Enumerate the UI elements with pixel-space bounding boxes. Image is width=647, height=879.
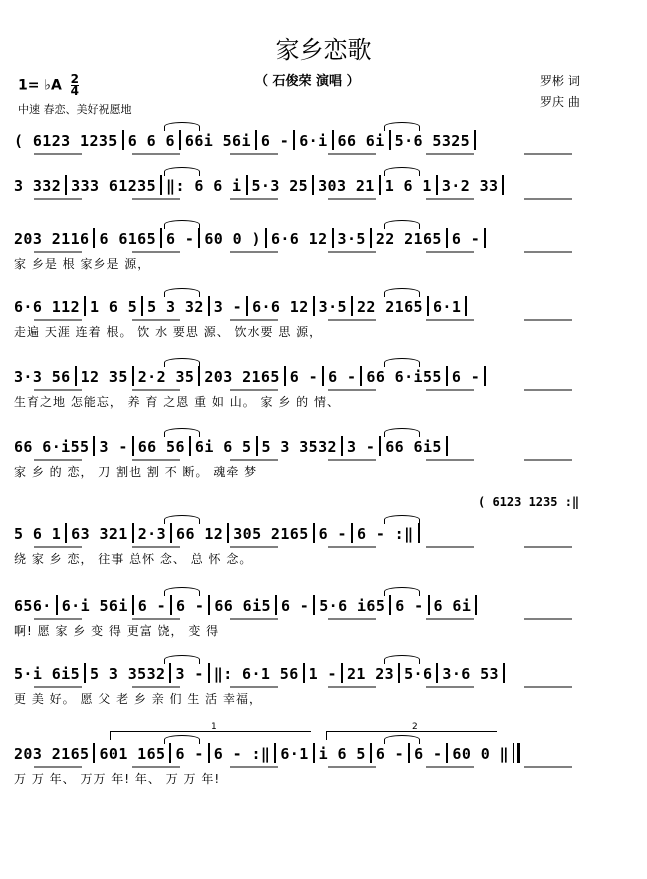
barline [465, 296, 467, 316]
notation-line [14, 743, 634, 767]
measure: 1 6 1 [384, 177, 432, 195]
time-top: 2 [70, 72, 80, 86]
barline [56, 595, 58, 615]
barline [284, 366, 286, 386]
performer-credit: （ 石俊荣 演唱 ） [255, 74, 360, 89]
barline [65, 175, 67, 195]
measure: 5 6 1 [14, 525, 62, 543]
barline [65, 523, 67, 543]
barline [332, 228, 334, 248]
barline [398, 663, 400, 683]
slur [384, 167, 420, 176]
barline [170, 523, 172, 543]
slur [384, 587, 420, 596]
measure: 6 - [375, 745, 405, 763]
lyricist-credit: 罗彬 词 [540, 74, 580, 88]
song-title: 家乡恋歌 [275, 36, 372, 64]
lyrics-line: 啊! 愿 家 乡 变 得 更富 饶， 变 得 [14, 624, 220, 638]
barline [208, 743, 210, 763]
measure: 305 2165 [233, 525, 309, 543]
barline [170, 595, 172, 615]
barline [513, 743, 520, 763]
measure: 66 12 [176, 525, 224, 543]
measure: 203 2165 [14, 745, 90, 763]
barline [93, 228, 95, 248]
notation-line [14, 436, 634, 460]
measure: 3·5 [337, 230, 366, 248]
barline [503, 663, 505, 683]
measure: 63 321 [71, 525, 128, 543]
barline [160, 228, 162, 248]
slur [384, 515, 420, 524]
barline [312, 175, 314, 195]
barline [141, 296, 143, 316]
barline [265, 228, 267, 248]
barline [275, 595, 277, 615]
measure: 60 0 ‖ [452, 745, 509, 763]
measure: 1 6 5 [90, 298, 138, 316]
barline [436, 663, 438, 683]
barline [418, 523, 420, 543]
barline [313, 523, 315, 543]
barline [84, 296, 86, 316]
barline [389, 595, 391, 615]
barline [132, 523, 134, 543]
lyrics-line: 生育之地 怎能忘， 养 育 之恩 重 如 山。 家 乡 的 情、 [14, 395, 340, 409]
barline [93, 743, 95, 763]
measure: 6·i [299, 132, 328, 150]
barline [351, 296, 353, 316]
measure: ‖: 6·1 56 [213, 665, 299, 683]
barline [379, 175, 381, 195]
barline [208, 663, 210, 683]
measure: 6 - [395, 597, 424, 615]
barline [208, 595, 210, 615]
barline [474, 130, 476, 150]
lyrics-line: 家 乡 的 恋， 刀 割也 割 不 断。 魂牵 梦 [14, 465, 258, 479]
slur [164, 167, 200, 176]
barline [132, 595, 134, 615]
barline [370, 228, 372, 248]
barline [332, 130, 334, 150]
barline [198, 366, 200, 386]
slur [164, 428, 200, 437]
measure: 2·2 35 [137, 368, 195, 386]
barline [475, 595, 477, 615]
measure: 3·5 [318, 298, 347, 316]
measure: 6i 6 5 [194, 438, 252, 456]
notation-line [14, 523, 634, 547]
measure: 5·6 5325 [394, 132, 471, 150]
measure: 12 35 [80, 368, 128, 386]
slur [384, 358, 420, 367]
measure: ( 6123 1235 [14, 132, 118, 150]
measure: 66 56 [137, 438, 185, 456]
duration-underlines [14, 152, 624, 158]
barline [322, 366, 324, 386]
notation-line [14, 130, 634, 154]
barline [389, 130, 391, 150]
measure: 3 - [213, 298, 243, 316]
barline [132, 436, 134, 456]
measure: 6 - [260, 132, 290, 150]
barline [446, 436, 448, 456]
measure: 22 2165 [375, 230, 442, 248]
barline [351, 523, 353, 543]
ending-number: 1 [211, 722, 217, 732]
slur [384, 288, 420, 297]
measure: 303 21 [318, 177, 375, 195]
lyrics-line: 绕 家 乡 恋， 往事 总怀 念、 总 怀 念。 [14, 552, 253, 566]
time-signature [71, 74, 79, 97]
measure: 5 3 3532 [90, 665, 166, 683]
barline [208, 296, 210, 316]
measure: 6·1 [432, 298, 462, 316]
measure: 1 - [308, 665, 337, 683]
measure: 6 - [451, 230, 481, 248]
barline [169, 663, 171, 683]
measure: 60 0 ) [204, 230, 261, 248]
measure: 6 - [137, 597, 167, 615]
repeat-intro: ( 6123 1235 :‖ [478, 495, 580, 509]
barline [246, 296, 248, 316]
slur [384, 428, 420, 437]
slur [384, 220, 420, 229]
tempo-marking: 中速 春恋、美好祝愿地 [18, 103, 132, 116]
barline [408, 743, 410, 763]
measure: 6 - [289, 368, 319, 386]
measure: 5·3 25 [251, 177, 309, 195]
barline [256, 436, 258, 456]
slur [164, 122, 200, 131]
measure: 6 - [451, 368, 481, 386]
barline [379, 436, 381, 456]
measure: 5 3 3532 [261, 438, 337, 456]
barline [303, 663, 305, 683]
measure: 6·6 12 [252, 298, 309, 316]
measure: 656· [14, 597, 52, 615]
measure: 3 - [99, 438, 128, 456]
measure: 21 23 [346, 665, 395, 683]
measure: 6 - [414, 745, 443, 763]
barline [502, 175, 504, 195]
measure: 203 2165 [204, 368, 280, 386]
barline [179, 130, 181, 150]
slur [384, 122, 420, 131]
measure: 66i 56i [184, 132, 251, 150]
measure: 66 6i5 [214, 597, 271, 615]
ending-bracket [326, 722, 497, 740]
measure: 6·6 12 [270, 230, 328, 248]
lyrics-line: 走遍 天涯 连着 根。 饮 水 要思 源、 饮水要 思 源， [14, 325, 323, 339]
measure: 6 - :‖ [356, 525, 414, 543]
barline [436, 175, 438, 195]
barline [446, 228, 448, 248]
measure: ‖: 6 6 i [166, 177, 242, 195]
lyrics-line: 万 万 年、 万万 年! 年、 万 万 年! [14, 772, 221, 786]
measure: 3·2 33 [441, 177, 499, 195]
measure: 6 - [176, 597, 205, 615]
measure: 3·3 56 [14, 368, 71, 386]
measure: 6·6 112 [14, 298, 81, 316]
barline [370, 743, 372, 763]
measure: 66 6i5 [385, 438, 442, 456]
measure: 6 - [328, 368, 357, 386]
measure: 5 3 32 [147, 298, 204, 316]
measure: 6·i 56i [61, 597, 128, 615]
time-bottom: 4 [70, 84, 80, 98]
measure: 2·3 [137, 525, 167, 543]
key-signature [18, 74, 79, 97]
barline [313, 595, 315, 615]
barline [169, 743, 171, 763]
barline [93, 436, 95, 456]
measure: 601 165 [99, 745, 166, 763]
barline [360, 366, 362, 386]
notation-line [14, 296, 634, 320]
barline [341, 436, 343, 456]
barline [198, 228, 200, 248]
measure: 3 332 [14, 177, 62, 195]
barline [255, 130, 257, 150]
slur [164, 515, 200, 524]
barline [274, 743, 276, 763]
measure: 6 6165 [99, 230, 157, 248]
barline [313, 743, 315, 763]
measure: 5·6 [404, 665, 433, 683]
measure: 6 - [166, 230, 195, 248]
barline [132, 366, 134, 386]
measure: 333 61235 [71, 177, 157, 195]
ending-bracket [110, 722, 311, 740]
barline [160, 175, 162, 195]
barline [313, 296, 315, 316]
barline [293, 130, 295, 150]
measure: 203 2116 [14, 230, 90, 248]
measure: 6 6i [433, 597, 472, 615]
barline [189, 436, 191, 456]
measure: 22 2165 [356, 298, 423, 316]
slur [384, 655, 420, 664]
barline [341, 663, 343, 683]
ending-number: 2 [412, 722, 418, 732]
measure: 6 - [318, 525, 347, 543]
barline [446, 743, 448, 763]
slur [164, 655, 200, 664]
slur [164, 587, 200, 596]
measure: i 6 5 [318, 745, 366, 763]
barline [246, 175, 248, 195]
key-label: 1= ♭A [18, 77, 62, 94]
measure: 6 - [280, 597, 310, 615]
measure: 3 - [175, 665, 204, 683]
composer-credit: 罗庆 曲 [540, 95, 580, 109]
barline [484, 228, 486, 248]
measure: 3·6 53 [442, 665, 499, 683]
notation-line [14, 228, 634, 252]
measure: 66 6·i55 [14, 438, 90, 456]
duration-underlines [14, 197, 624, 203]
notation-line [14, 175, 634, 199]
barline [446, 366, 448, 386]
measure: 6 - [175, 745, 204, 763]
measure: 5·6 i65 [319, 597, 386, 615]
slur [164, 288, 200, 297]
notation-line [14, 595, 634, 619]
measure: 5·i 6i5 [14, 665, 81, 683]
barline [122, 130, 124, 150]
notation-line [14, 663, 634, 687]
barline [428, 595, 430, 615]
barline [227, 523, 229, 543]
lyrics-line: 更 美 好。 愿 父 老 乡 亲 们 生 活 幸福， [14, 692, 262, 706]
measure: 3 - [346, 438, 376, 456]
notation-line [14, 366, 634, 390]
barline [75, 366, 77, 386]
measure: 66 6i [337, 132, 385, 150]
measure: 6 - :‖ [213, 745, 271, 763]
lyrics-line: 家 乡是 根 家乡是 源， [14, 257, 151, 271]
slur [164, 220, 200, 229]
measure: 6·1 [280, 745, 309, 763]
slur [164, 358, 200, 367]
barline [484, 366, 486, 386]
barline [427, 296, 429, 316]
barline [84, 663, 86, 683]
measure: 66 6·i55 [366, 368, 442, 386]
measure: 6 6 6 [127, 132, 175, 150]
